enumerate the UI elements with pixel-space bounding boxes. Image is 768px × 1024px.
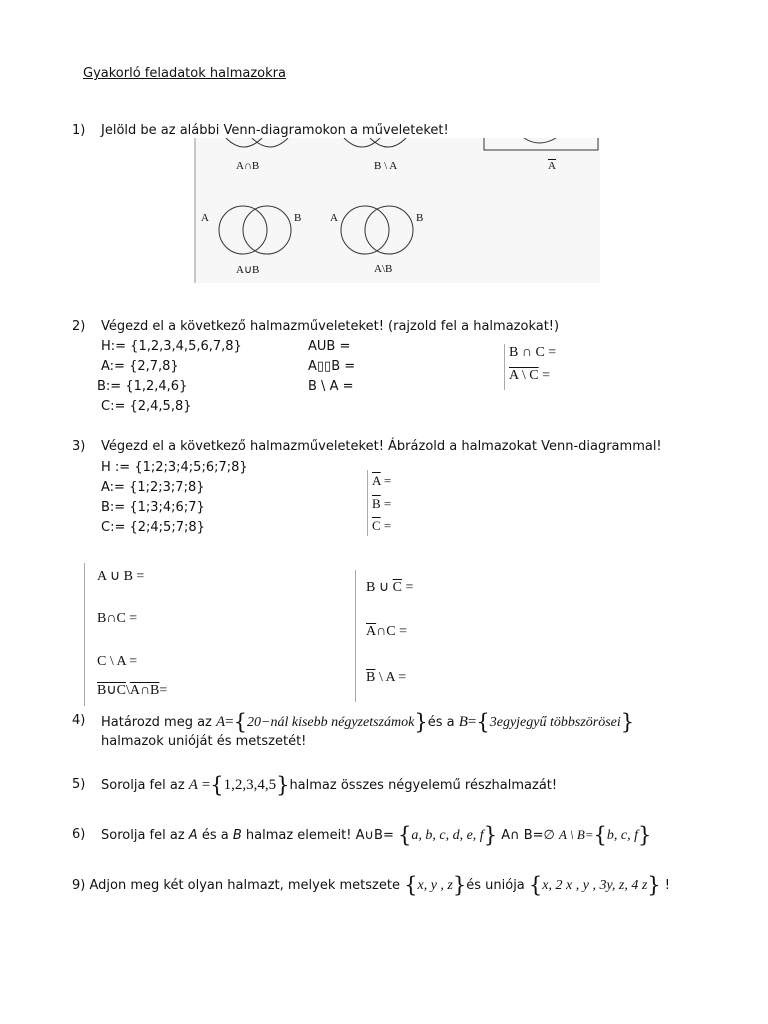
task4-eq: = [225, 714, 234, 730]
venn-label-b1: B [294, 212, 302, 224]
task3-formula-r1b: $\overline{C}$ [392, 580, 402, 595]
task9-lbrace: { [404, 873, 418, 897]
task6-mid2: halmaz elemeit! [241, 828, 356, 843]
task3-complement-b [372, 496, 391, 512]
task3-set-a: A:= {1;2;3;7;8} [101, 480, 205, 495]
task3-formula-combined-c: A∩B [129, 683, 160, 698]
task4-set-b: 3egyjegyű többszörösei [489, 715, 621, 730]
task9-set1: x, y , z [417, 878, 453, 893]
task9-line [72, 873, 670, 897]
task6-lbrace2: { [593, 823, 607, 847]
task3-formula-r2a: $\overline{A}$ [366, 624, 377, 639]
task5-number: 5) [72, 777, 86, 792]
task9-lbrace2: { [528, 873, 543, 897]
task3-formula-combined [97, 682, 167, 699]
task3-set-b: B:= {1;3;4;6;7} [101, 500, 205, 515]
task6-number: 6) [72, 827, 86, 842]
task3-formula-combined-b: \ [125, 683, 130, 698]
task4-rbrace2: } [620, 710, 635, 734]
task2-formula-bc: B ∩ C = [509, 345, 557, 360]
task3-set-c: C:= {2;4;5;7;8} [101, 520, 205, 535]
venn-label-a1: A [201, 212, 209, 224]
task6-b: B [232, 828, 242, 843]
task4-line2: halmazok unióját és metszetét! [101, 734, 307, 749]
task5-rbrace: } [276, 773, 290, 797]
task3-complements-box [367, 470, 400, 536]
task1-text: Jelöld be az alábbi Venn-diagramokon a műveleteket! [101, 123, 449, 138]
venn-label-complement-a: $\overline{A}$ [548, 160, 556, 172]
venn-label-difference-ab: A\B [374, 263, 393, 275]
task3-complement-c-eq: = [383, 518, 392, 533]
task4-rbrace: } [414, 710, 428, 734]
task9-end: ! [660, 878, 670, 893]
task2-formula-ac [509, 368, 550, 384]
task3-set-h: H := {1;2;3;4;5;6;7;8} [101, 460, 248, 475]
venn-label-b2: B [416, 212, 424, 224]
task2-number: 2) [72, 319, 86, 334]
task3-text: Végezd el a következő halmazműveleteket! Ábrázold a halmazokat Venn-diagrammal! [101, 439, 662, 454]
task2-op-intersection: A▯▯B = [308, 359, 356, 374]
task4-pre: Határozd meg az [101, 715, 216, 730]
task3-complement-b-sym: $\overline{B}$ [372, 496, 381, 511]
task5-set: 1,2,3,4,5 [223, 777, 277, 793]
task3-complement-a [372, 473, 391, 489]
task3-formula-notb-minus-a [366, 670, 406, 686]
task6-difference: A \ B= [559, 827, 594, 842]
venn-label-union: A∪B [236, 264, 260, 276]
task9-set2: x, 2 x , y , 3y, z, 4 z [542, 878, 648, 893]
task2-set-a: A:= {2,7,8} [101, 359, 179, 374]
task6-intersection: A∩ B=∅ [497, 828, 560, 843]
task5-lbrace: { [210, 773, 224, 797]
task2-op-difference: B \ A = [308, 379, 354, 394]
page-title: Gyakorló feladatok halmazokra [83, 66, 286, 81]
task3-formula-r1c: = [401, 580, 414, 595]
task3-formula-nota-inter-c [366, 624, 407, 640]
task9-pre: 9) Adjon meg két olyan halmazt, melyek metszete [72, 878, 405, 893]
task4-eq2: = [467, 714, 477, 730]
task3-formula-combined-d: = [159, 683, 168, 698]
task3-formula-intersection: B∩C = [97, 611, 138, 626]
task6-mid1: és a [197, 828, 233, 843]
task3-complement-b-eq: = [383, 496, 392, 511]
task3-formula-r1a: B ∪ [366, 580, 393, 595]
task5-post: halmaz összes négyelemű részhalmazát! [289, 778, 558, 793]
task4-set-a: 20−nál kisebb négyzetszámok [247, 715, 415, 730]
task3-formula-b-union-notc [366, 579, 413, 596]
task3-formula-union: A ∪ B = [97, 569, 145, 584]
task6-set1: a, b, c, d, e, f [411, 828, 484, 843]
task3-complement-c-sym: $\overline{C}$ [372, 518, 381, 533]
task3-formulas-right [355, 570, 428, 702]
task3-formula-r3b: \ A = [375, 670, 407, 685]
task3-formulas-left [84, 563, 207, 706]
task2-text: Végezd el a következő halmazműveleteket! (rajzold fel a halmazokat!) [101, 319, 560, 334]
venn-label-a2: A [330, 212, 338, 224]
task2-set-b: B:= {1,2,4,6} [97, 379, 188, 394]
task4-set-b-symbol: B [458, 714, 468, 730]
task6-rbrace: } [483, 823, 498, 847]
task3-complement-c [372, 518, 391, 534]
task3-complement-a-sym: $\overline{A}$ [372, 473, 381, 488]
task3-formula-combined-a: B∪C [97, 683, 126, 698]
task5-pre: Sorolja fel az [101, 778, 189, 793]
venn-label-intersection: A∩B [236, 160, 260, 172]
task4-lbrace2: { [476, 710, 490, 734]
task5-eq: = [197, 777, 211, 793]
task5-line [101, 773, 557, 797]
task6-line [101, 823, 651, 847]
task6-pre: Sorolja fel az [101, 828, 189, 843]
task5-set-symbol: A [188, 777, 198, 793]
venn-label-difference-ba: B \ A [374, 160, 398, 172]
task3-formula-difference: C \ A = [97, 654, 138, 669]
task2-formula-box [504, 344, 563, 390]
task2-formula-ac-eq: = [538, 368, 550, 383]
task3-formula-r2b: ∩C = [376, 624, 407, 639]
task3-number: 3) [72, 439, 86, 454]
task3-formula-r3a: $\overline{B}$ [366, 670, 376, 685]
task2-op-union: AUB = [308, 339, 351, 354]
venn-diagrams-image [194, 138, 600, 283]
task4-set-a-symbol: A [216, 714, 226, 730]
task9-rbrace2: } [647, 873, 661, 897]
task2-set-h: H:= {1,2,3,4,5,6,7,8} [101, 339, 242, 354]
task9-rbrace: } [452, 873, 467, 897]
task6-lbrace: { [397, 823, 412, 847]
task6-set2: b, c, f [606, 828, 639, 843]
task9-mid: és uniója [466, 878, 529, 893]
task2-set-c: C:= {2,4,5,8} [101, 399, 192, 414]
task4-mid: és a [427, 715, 459, 730]
task6-rbrace2: } [638, 823, 652, 847]
task4-lbrace: { [233, 710, 248, 734]
task4-number: 4) [72, 713, 86, 728]
task2-formula-ac-main: A \ C [509, 368, 539, 383]
task1-number: 1) [72, 123, 86, 138]
task6-a: A [188, 828, 198, 843]
task4-line1 [101, 710, 634, 734]
task6-union: A∪B= [355, 828, 398, 843]
task3-complement-a-eq: = [383, 473, 392, 488]
